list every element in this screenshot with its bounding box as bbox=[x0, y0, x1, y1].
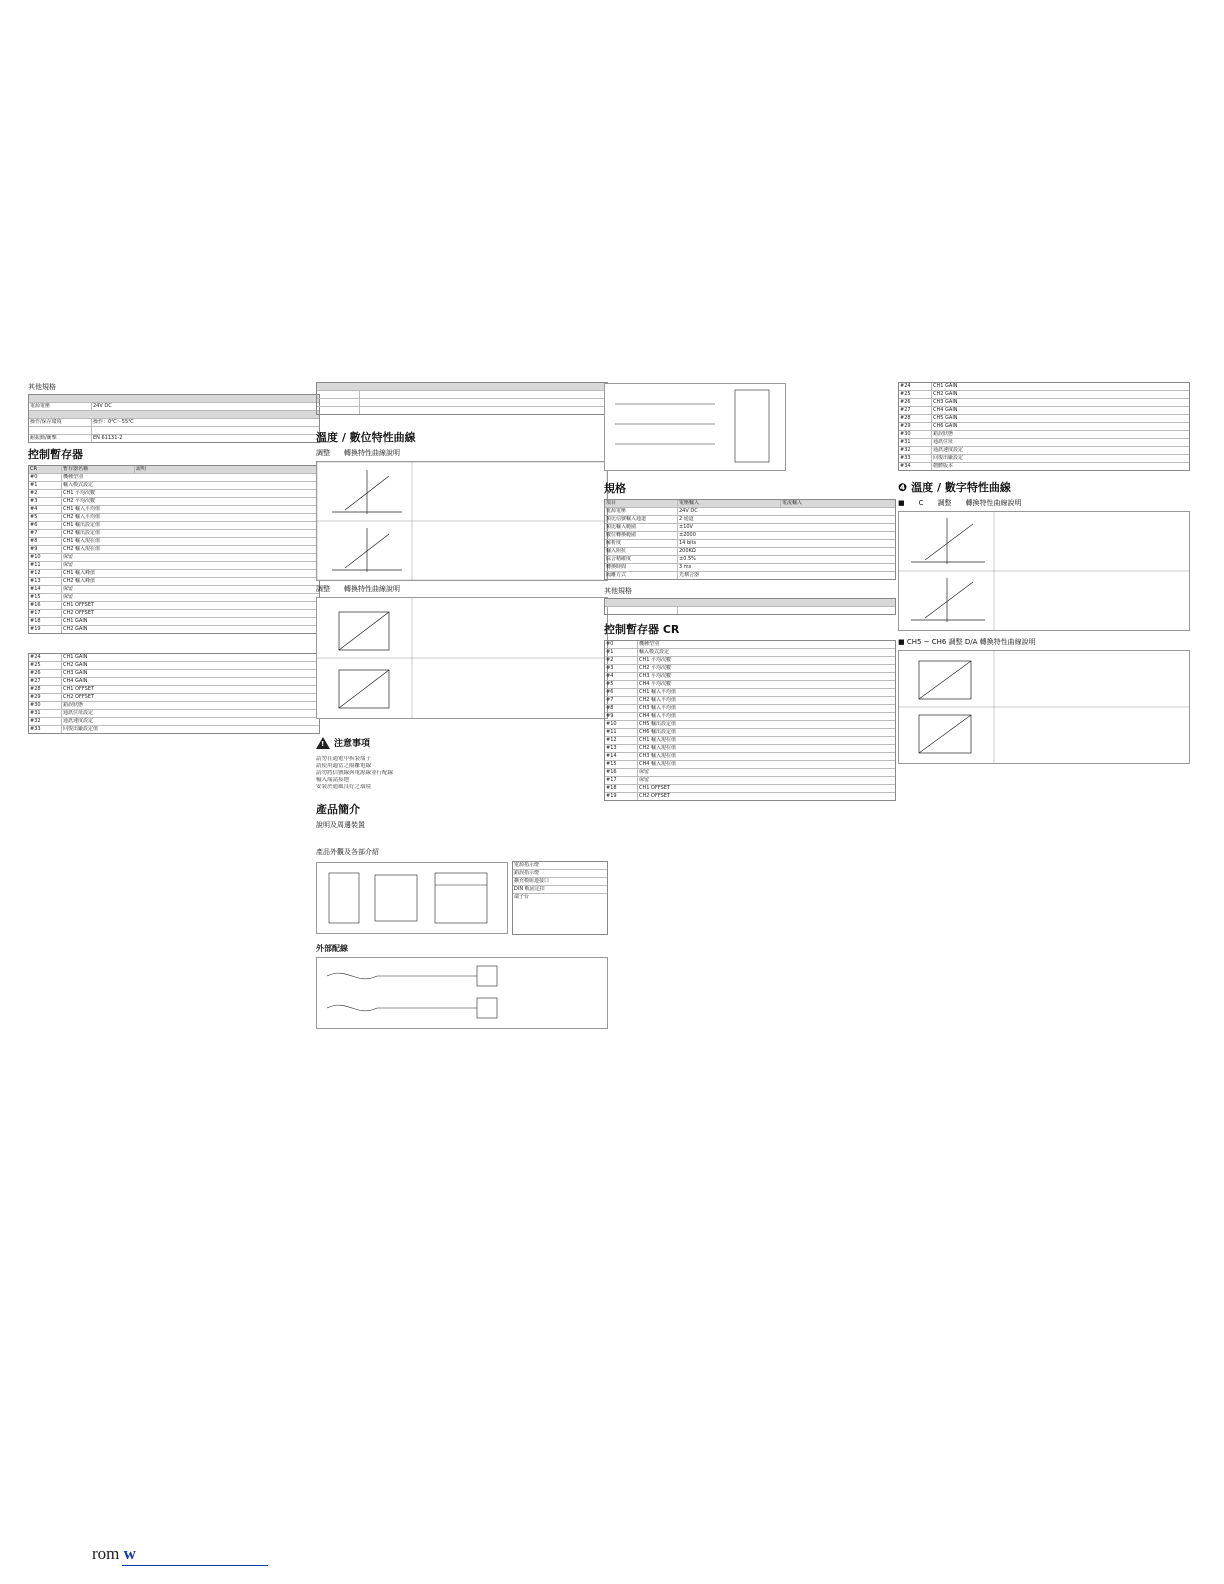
table-row bbox=[605, 729, 895, 737]
table-row bbox=[605, 532, 895, 540]
outline-part-label: 端子台 bbox=[514, 894, 530, 900]
other-specs-title: 其他規格 bbox=[604, 587, 632, 595]
table-row bbox=[899, 407, 1189, 415]
table-cell: #15 bbox=[605, 761, 638, 768]
table-cell: 類比輸入範圍 bbox=[605, 524, 678, 531]
table-cell: 保留 bbox=[63, 554, 74, 560]
table-row bbox=[899, 439, 1189, 447]
table-cell: #4 bbox=[605, 673, 638, 680]
table-cell: CH1 輸入平均值 bbox=[639, 689, 677, 695]
table-row bbox=[29, 662, 319, 670]
column-2 bbox=[316, 380, 608, 1160]
table-cell: CH1 輸入平均值 bbox=[63, 506, 101, 512]
list-item bbox=[513, 886, 607, 894]
caution-item: 請勿在通電中拆裝端子 bbox=[316, 756, 372, 762]
table-row bbox=[29, 718, 319, 726]
table-cell: #16 bbox=[29, 602, 62, 609]
table-cell: 回復出廠設定 bbox=[933, 455, 964, 461]
table-cell: #12 bbox=[29, 570, 62, 577]
table-cell: CH2 輸入平均值 bbox=[63, 514, 101, 520]
caution-item: 安裝於通風良好之環境 bbox=[316, 784, 372, 790]
table-row bbox=[29, 654, 319, 662]
table-cell: ±10V bbox=[679, 524, 693, 530]
table-cell: 輸入阻抗 bbox=[605, 548, 678, 555]
table-cell: #18 bbox=[605, 785, 638, 792]
table-cell: CH4 GAIN bbox=[933, 407, 958, 413]
table-cell: 保留 bbox=[63, 562, 74, 568]
table-row bbox=[605, 572, 895, 579]
table-row bbox=[899, 431, 1189, 439]
table-cell: CH1 輸入峰值 bbox=[63, 570, 96, 576]
table-cell: 保留 bbox=[639, 777, 650, 783]
table-cell: #2 bbox=[29, 490, 62, 497]
table-row bbox=[605, 753, 895, 761]
table-cell: #29 bbox=[899, 423, 932, 430]
table-cell: #32 bbox=[899, 447, 932, 454]
register-table-continued bbox=[898, 382, 1190, 471]
table-cell: #28 bbox=[29, 686, 62, 693]
table-row bbox=[605, 745, 895, 753]
table-row bbox=[29, 610, 319, 618]
table-cell: ±0.5% bbox=[679, 556, 696, 562]
table-cell: #17 bbox=[605, 777, 638, 784]
table-cell: CH1 OFFSET bbox=[639, 785, 671, 791]
table-cell: CH5 GAIN bbox=[933, 415, 958, 421]
table-row bbox=[29, 686, 319, 694]
table-row bbox=[29, 498, 319, 506]
curve-subtitle-da: ■ CH5 ~ CH6 調整 D/A 轉換特性曲線說明 bbox=[898, 638, 1036, 646]
table-cell: CH3 平均次數 bbox=[639, 673, 672, 679]
table-row bbox=[605, 721, 895, 729]
wiring-diagram-top bbox=[604, 383, 786, 471]
table-row bbox=[605, 649, 895, 657]
table-cell: CH2 平均次數 bbox=[63, 498, 96, 504]
table-cell: #1 bbox=[29, 482, 62, 489]
table-cell: #31 bbox=[899, 439, 932, 446]
table-cell: #11 bbox=[605, 729, 638, 736]
list-item bbox=[513, 878, 607, 886]
table-row bbox=[899, 415, 1189, 423]
register-table-top bbox=[316, 382, 608, 415]
footer-underline bbox=[122, 1565, 268, 1566]
table-cell: CH6 GAIN bbox=[933, 423, 958, 429]
table-row bbox=[29, 427, 319, 435]
table-cell: CH2 輸出設定值 bbox=[63, 530, 101, 536]
list-item bbox=[513, 870, 607, 878]
table-cell: 電源電壓 bbox=[605, 508, 678, 515]
table-row bbox=[29, 594, 319, 602]
table-cell: #25 bbox=[899, 391, 932, 398]
characteristic-curve-graphic bbox=[317, 462, 607, 580]
curve-figure-2 bbox=[316, 597, 608, 719]
table-cell: #24 bbox=[899, 383, 932, 390]
table-cell: CH3 GAIN bbox=[933, 399, 958, 405]
table-cell: #17 bbox=[29, 610, 62, 617]
table-row bbox=[605, 641, 895, 649]
table-cell: CH1 OFFSET bbox=[63, 602, 95, 608]
outline-part-label: 電源指示燈 bbox=[514, 862, 540, 868]
table-cell: #12 bbox=[605, 737, 638, 744]
table-row bbox=[29, 726, 319, 733]
column-4 bbox=[898, 380, 1190, 1160]
table-row bbox=[899, 423, 1189, 431]
table-cell: #14 bbox=[29, 586, 62, 593]
table-cell: #16 bbox=[605, 769, 638, 776]
table-cell: 錯誤狀態 bbox=[933, 431, 954, 437]
table-row bbox=[605, 657, 895, 665]
table-cell: #30 bbox=[29, 702, 62, 709]
table-cell: #14 bbox=[605, 753, 638, 760]
table-cell: CH2 輸入現在值 bbox=[639, 745, 677, 751]
table-cell: CH2 GAIN bbox=[63, 626, 88, 632]
curve-figure-1 bbox=[316, 461, 608, 581]
table-row bbox=[605, 793, 895, 800]
table-row bbox=[29, 474, 319, 482]
table-cell: 輸入模式設定 bbox=[63, 482, 94, 488]
table-row bbox=[29, 694, 319, 702]
table-row bbox=[605, 508, 895, 516]
table-cell: CH1 平均次數 bbox=[639, 657, 672, 663]
table-row bbox=[29, 482, 319, 490]
table-row bbox=[29, 506, 319, 514]
table-row bbox=[605, 564, 895, 572]
table-cell: #4 bbox=[29, 506, 62, 513]
table-row bbox=[605, 556, 895, 564]
table-cell: #10 bbox=[29, 554, 62, 561]
table-cell: CH1 平均次數 bbox=[63, 490, 96, 496]
table-row bbox=[29, 626, 319, 633]
table-cell: #29 bbox=[29, 694, 62, 701]
table-row bbox=[29, 554, 319, 562]
table-cell: CH1 輸入現在值 bbox=[63, 538, 101, 544]
curve-title-cn: ❹ 溫度 / 數字特性曲線 bbox=[898, 481, 1011, 494]
register-table-lower bbox=[28, 653, 320, 734]
table-cell: 24V DC bbox=[679, 508, 698, 514]
table-cell: 解析度 bbox=[605, 540, 678, 547]
table-row bbox=[29, 522, 319, 530]
table-cell: 機種型別 bbox=[639, 641, 660, 647]
table-cell: CH1 OFFSET bbox=[63, 686, 95, 692]
table-row bbox=[29, 538, 319, 546]
table-cell: CH5 輸出設定值 bbox=[639, 721, 677, 727]
table-cell: #15 bbox=[29, 594, 62, 601]
table-cell: #13 bbox=[29, 578, 62, 585]
table-cell: CH4 GAIN bbox=[63, 678, 88, 684]
table-cell: 通訊位址 bbox=[933, 439, 954, 445]
table-cell: CH3 GAIN bbox=[63, 670, 88, 676]
table-cell: #34 bbox=[899, 463, 932, 470]
ad-curve-figure bbox=[898, 511, 1190, 631]
table-row bbox=[605, 737, 895, 745]
specs-table: 項目 電壓輸入 電流輸入 電源電壓 24V DC 類比信號輸入通道 2 通道 類比輸入範圍 ±10V 數位轉換範圍 ±2000 解析度 14 bits 輸入阻抗 200KΩ 綜合精確度 ±0.5% 轉換時間 3 ms 隔離方式 光耦合器 bbox=[604, 499, 896, 580]
table-row bbox=[605, 713, 895, 721]
table-cell: CH2 GAIN bbox=[63, 662, 88, 668]
curve-title: 溫度 / 數位特性曲線 bbox=[316, 431, 416, 444]
table-cell: CH2 輸入峰值 bbox=[63, 578, 96, 584]
table-cell: CH2 平均次數 bbox=[639, 665, 672, 671]
column-3 bbox=[604, 380, 896, 1160]
da-curve-graphic bbox=[899, 651, 1189, 763]
table-cell: 類比信號輸入通道 bbox=[605, 516, 678, 523]
table-row bbox=[899, 463, 1189, 470]
table-cell: 200KΩ bbox=[679, 548, 696, 554]
table-row bbox=[29, 602, 319, 610]
table-row bbox=[605, 785, 895, 793]
table-cell: #11 bbox=[29, 562, 62, 569]
caution-item: 請使用適當之隔離電線 bbox=[316, 763, 372, 769]
table-row bbox=[899, 383, 1189, 391]
table-cell: 保留 bbox=[639, 769, 650, 775]
curve-subtitle-ad: ■ C 調整 轉換特性曲線說明 bbox=[898, 499, 1022, 507]
table-cell: #9 bbox=[29, 546, 62, 553]
table-row bbox=[29, 618, 319, 626]
table-row bbox=[605, 681, 895, 689]
table-row: 操作/保存環境 操作：0℃～55℃ bbox=[29, 419, 319, 427]
table-cell: CH1 輸入現在值 bbox=[639, 737, 677, 743]
table-cell: #7 bbox=[29, 530, 62, 537]
table-cell: 轉換時間 bbox=[605, 564, 678, 571]
table-cell: #27 bbox=[29, 678, 62, 685]
table-cell: 通訊速度設定 bbox=[63, 718, 94, 724]
table-cell: #8 bbox=[29, 538, 62, 545]
table-cell: #24 bbox=[29, 654, 62, 661]
intro-title: 產品簡介 bbox=[316, 803, 360, 816]
caution-heading: ! 注意事項 bbox=[316, 733, 608, 752]
table-cell: #26 bbox=[29, 670, 62, 677]
table-row bbox=[605, 705, 895, 713]
table-cell: 綜合精確度 bbox=[605, 556, 678, 563]
table-row: 電源電壓 24V DC bbox=[29, 403, 319, 411]
table-cell: #19 bbox=[605, 793, 638, 800]
table-cell: #7 bbox=[605, 697, 638, 704]
table-row bbox=[29, 578, 319, 586]
notes-block bbox=[28, 638, 320, 645]
table-cell: #28 bbox=[899, 415, 932, 422]
table-row bbox=[605, 761, 895, 769]
table-row bbox=[605, 665, 895, 673]
table-cell: 韌體版本 bbox=[933, 463, 954, 469]
caution-item: 請勿將信號線與電源線並行配線 bbox=[316, 770, 394, 776]
table-row bbox=[29, 490, 319, 498]
module-drawing bbox=[317, 863, 507, 933]
table-cell: 光耦合器 bbox=[679, 572, 700, 578]
table-cell: CH2 GAIN bbox=[933, 391, 958, 397]
table-cell: #0 bbox=[605, 641, 638, 648]
table-row bbox=[29, 702, 319, 710]
table-cell: CH1 輸出設定值 bbox=[63, 522, 101, 528]
table-cell: #8 bbox=[605, 705, 638, 712]
table-cell: CH1 GAIN bbox=[63, 618, 88, 624]
table-row: 耐振動/衝擊 EN 61131-2 bbox=[30, 435, 123, 441]
table-row bbox=[29, 670, 319, 678]
table-cell: #32 bbox=[29, 718, 62, 725]
specs-title: 規格 bbox=[604, 482, 626, 495]
table-cell: CH1 GAIN bbox=[933, 383, 958, 389]
table-cell: #3 bbox=[29, 498, 62, 505]
table-cell: #2 bbox=[605, 657, 638, 664]
outline-part-label: 擴充模組連接口 bbox=[514, 878, 550, 884]
terminal-wiring-graphic bbox=[605, 384, 785, 470]
table-row bbox=[605, 540, 895, 548]
table-cell: 輸入模式設定 bbox=[639, 649, 670, 655]
table-cell: 通訊速度設定 bbox=[933, 447, 964, 453]
control-register-title: 控制暫存器 bbox=[28, 448, 83, 461]
module-outline-figure bbox=[316, 862, 508, 934]
table-row bbox=[605, 516, 895, 524]
table-row bbox=[29, 678, 319, 686]
table-cell: #13 bbox=[605, 745, 638, 752]
table-cell: #26 bbox=[899, 399, 932, 406]
table-row bbox=[29, 514, 319, 522]
table-cell: CH6 輸出設定值 bbox=[639, 729, 677, 735]
table-cell: #1 bbox=[605, 649, 638, 656]
table-cell: #0 bbox=[29, 474, 62, 481]
table-row bbox=[605, 697, 895, 705]
table-cell: 14 bits bbox=[679, 540, 697, 546]
table-cell: CH4 輸入現在值 bbox=[639, 761, 677, 767]
table-cell: ±2000 bbox=[679, 532, 696, 538]
table-cell: #19 bbox=[29, 626, 62, 633]
table-row bbox=[29, 546, 319, 554]
curve-subtitle-2: 調整 轉換特性曲線說明 bbox=[316, 585, 400, 593]
table-row bbox=[605, 777, 895, 785]
caution-list bbox=[316, 756, 608, 791]
table-cell: CH2 OFFSET bbox=[63, 694, 95, 700]
table-cell: 隔離方式 bbox=[605, 572, 678, 579]
table-row bbox=[605, 769, 895, 777]
da-curve-figure bbox=[898, 650, 1190, 764]
table-row bbox=[29, 562, 319, 570]
table-cell: 2 通道 bbox=[679, 516, 694, 522]
other-specs-heading: 其他規格 bbox=[28, 383, 56, 391]
table-row bbox=[899, 447, 1189, 455]
table-cell: 3 ms bbox=[679, 564, 692, 570]
column-1 bbox=[28, 380, 320, 1160]
table-cell: 回復出廠設定值 bbox=[63, 726, 99, 732]
table-cell: #9 bbox=[605, 713, 638, 720]
table-cell: #6 bbox=[605, 689, 638, 696]
table-cell: 保留 bbox=[63, 586, 74, 592]
table-cell: #6 bbox=[29, 522, 62, 529]
table-cell: #5 bbox=[605, 681, 638, 688]
table-row bbox=[605, 548, 895, 556]
table-row bbox=[29, 570, 319, 578]
table-row bbox=[899, 391, 1189, 399]
table-cell: CH2 輸入平均值 bbox=[639, 697, 677, 703]
table-row bbox=[899, 455, 1189, 463]
table-row bbox=[605, 524, 895, 532]
table-cell: #33 bbox=[29, 726, 62, 733]
table-cell: #5 bbox=[29, 514, 62, 521]
list-item bbox=[513, 894, 607, 901]
other-specs-table bbox=[28, 394, 320, 443]
characteristic-curve-graphic-2 bbox=[317, 598, 607, 718]
table-cell: 機種型別 bbox=[63, 474, 84, 480]
outline-part-label: DIN 軌固定扣 bbox=[514, 886, 545, 892]
table-row bbox=[29, 586, 319, 594]
table-row bbox=[29, 710, 319, 718]
table-cell: CH3 輸入現在值 bbox=[639, 753, 677, 759]
control-register-cr-table bbox=[604, 640, 896, 801]
table-row bbox=[29, 530, 319, 538]
table-cell: #30 bbox=[899, 431, 932, 438]
footer-link[interactable]: w bbox=[123, 1544, 136, 1563]
table-cell: CH1 GAIN bbox=[63, 654, 88, 660]
list-item bbox=[513, 862, 607, 870]
table-cell: CH2 輸入現在值 bbox=[63, 546, 101, 552]
table-cell: CH2 OFFSET bbox=[63, 610, 95, 616]
table-cell: CH2 OFFSET bbox=[639, 793, 671, 799]
table-cell: #27 bbox=[899, 407, 932, 414]
ad-curve-graphic bbox=[899, 512, 1189, 630]
table-cell: 通訊位址設定 bbox=[63, 710, 94, 716]
table-row bbox=[605, 689, 895, 697]
table-cell: CH3 輸入平均值 bbox=[639, 705, 677, 711]
wiring-notes bbox=[792, 380, 892, 474]
wiring-diagram bbox=[317, 958, 607, 1028]
table-cell: #25 bbox=[29, 662, 62, 669]
outline-parts-table bbox=[512, 861, 608, 935]
footer-text: rom w bbox=[92, 1544, 136, 1563]
table-cell: 數位轉換範圍 bbox=[605, 532, 678, 539]
table-row bbox=[605, 673, 895, 681]
curve-subtitle-1: 調整 轉換特性曲線說明 bbox=[316, 449, 400, 457]
control-register-table: CR 暫存器名稱 說明 #0 機種型別 #1 輸入模式設定 #2 CH1 平均次數 #3 CH2 平均次數 #4 CH1 輸入平均值 #5 CH2 輸入平均值 #6 CH1 輸出設定值 #7 CH2 輸出設定值 #8 CH1 輸入現在值 #9 CH2 輸入現在值 #10 保留 #11 保留 #12 CH1 輸入峰值 #13 CH2 輸入峰值 #14 保留 #15 保留 #16 CH1 OFFSET #17 CH2 OFFSET #18 CH1 GAIN #19 CH2 GAIN bbox=[28, 465, 320, 634]
outline-part-label: 錯誤指示燈 bbox=[514, 870, 540, 876]
table-cell: CH4 平均次數 bbox=[639, 681, 672, 687]
table-cell: CH4 輸入平均值 bbox=[639, 713, 677, 719]
intro-subtitle: 說明及周邊裝置 bbox=[316, 821, 365, 829]
table-cell: #3 bbox=[605, 665, 638, 672]
table-cell: 錯誤狀態 bbox=[63, 702, 84, 708]
table-cell: #31 bbox=[29, 710, 62, 717]
table-cell: 保留 bbox=[63, 594, 74, 600]
outline-title: 產品外觀及各部介紹 bbox=[316, 848, 379, 856]
caution-item: 輸入端請接地 bbox=[316, 777, 350, 783]
table-cell: #33 bbox=[899, 455, 932, 462]
warning-icon: ! bbox=[316, 737, 330, 749]
table-cell: #10 bbox=[605, 721, 638, 728]
table-cell: #18 bbox=[29, 618, 62, 625]
wiring-title: 外部配線 bbox=[316, 944, 348, 953]
control-register-cr-title: 控制暫存器 CR bbox=[604, 623, 680, 636]
wiring-figure bbox=[316, 957, 608, 1029]
table-row bbox=[899, 399, 1189, 407]
